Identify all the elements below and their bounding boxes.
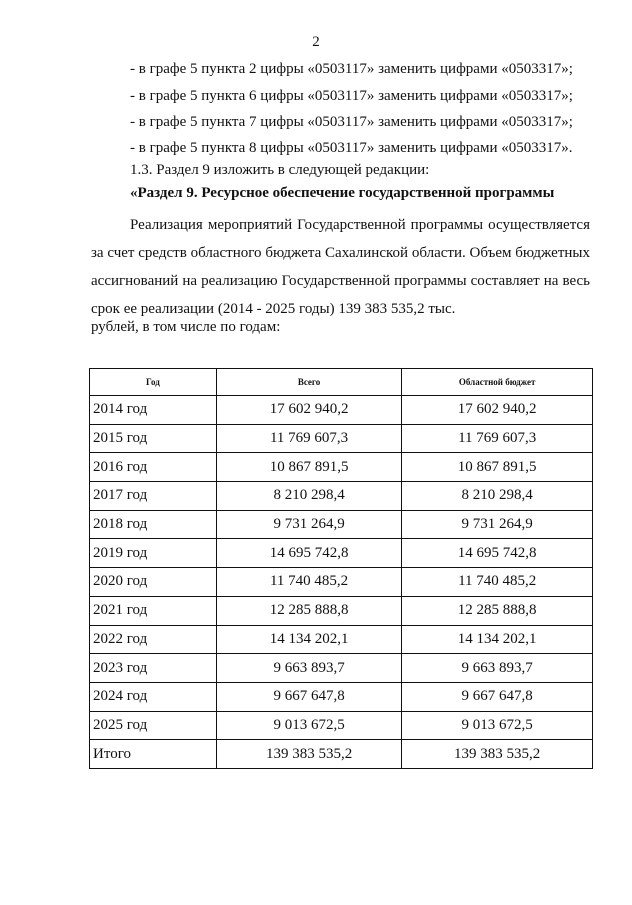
cell-year: 2015 год xyxy=(90,424,217,453)
section-heading: «Раздел 9. Ресурсное обеспечение государственной программы xyxy=(130,185,555,201)
table-row xyxy=(90,711,593,740)
cell-regional: 9 663 893,7 xyxy=(402,654,593,683)
table-row xyxy=(90,424,593,453)
amendment-line: - в графе 5 пункта 6 цифры «0503117» заменить цифрами «0503317»; xyxy=(130,88,573,104)
cell-regional: 12 285 888,8 xyxy=(402,596,593,625)
amendment-line: - в графе 5 пункта 2 цифры «0503117» заменить цифрами «0503317»; xyxy=(130,61,573,77)
table-row xyxy=(90,453,593,482)
table-total-row xyxy=(90,740,593,769)
cell-year: 2014 год xyxy=(90,396,217,425)
cell-year: 2020 год xyxy=(90,568,217,597)
table-row xyxy=(90,396,593,425)
amendment-line: - в графе 5 пункта 7 цифры «0503117» заменить цифрами «0503317»; xyxy=(130,114,573,130)
cell-total: 8 210 298,4 xyxy=(216,482,402,511)
table-row xyxy=(90,539,593,568)
table-row xyxy=(90,596,593,625)
amendment-line: - в графе 5 пункта 8 цифры «0503117» заменить цифрами «0503317». xyxy=(130,140,573,156)
cell-regional: 10 867 891,5 xyxy=(402,453,593,482)
cell-total: 14 695 742,8 xyxy=(216,539,402,568)
cell-total: 11 769 607,3 xyxy=(216,424,402,453)
cell-regional: 9 013 672,5 xyxy=(402,711,593,740)
cell-year: Итого xyxy=(90,740,217,769)
header-total: Всего xyxy=(216,369,402,396)
cell-year: 2017 год xyxy=(90,482,217,511)
section-intro: 1.3. Раздел 9 изложить в следующей редакции: xyxy=(130,162,430,178)
header-regional-budget: Областной бюджет xyxy=(402,369,593,396)
cell-total: 9 663 893,7 xyxy=(216,654,402,683)
body-paragraph-text: Реализация мероприятий Государственной программы осуществляется за счет средств областного бюджета Сахалинской области. Объем бюджетных ассигнований на реализацию Государственной программы составляет на весь срок ее реализации (2014 - 2025 годы) 139 383 535,2 тыс. xyxy=(91,217,590,317)
cell-total: 9 731 264,9 xyxy=(216,510,402,539)
cell-year: 2021 год xyxy=(90,596,217,625)
cell-year: 2019 год xyxy=(90,539,217,568)
cell-total: 12 285 888,8 xyxy=(216,596,402,625)
body-paragraph xyxy=(91,211,590,323)
table-row xyxy=(90,654,593,683)
cell-total: 9 667 647,8 xyxy=(216,682,402,711)
cell-total: 14 134 202,1 xyxy=(216,625,402,654)
cell-regional: 9 667 647,8 xyxy=(402,682,593,711)
cell-regional: 14 695 742,8 xyxy=(402,539,593,568)
table-row xyxy=(90,682,593,711)
cell-year: 2022 год xyxy=(90,625,217,654)
cell-regional: 11 769 607,3 xyxy=(402,424,593,453)
cell-total: 17 602 940,2 xyxy=(216,396,402,425)
cell-total: 9 013 672,5 xyxy=(216,711,402,740)
body-paragraph-last-line: рублей, в том числе по годам: xyxy=(91,319,281,335)
cell-year: 2025 год xyxy=(90,711,217,740)
cell-year: 2024 год xyxy=(90,682,217,711)
budget-table xyxy=(89,368,593,769)
cell-total: 11 740 485,2 xyxy=(216,568,402,597)
cell-year: 2018 год xyxy=(90,510,217,539)
table-row xyxy=(90,482,593,511)
cell-regional: 11 740 485,2 xyxy=(402,568,593,597)
cell-total: 139 383 535,2 xyxy=(216,740,402,769)
header-year: Год xyxy=(90,369,217,396)
cell-year: 2016 год xyxy=(90,453,217,482)
cell-year: 2023 год xyxy=(90,654,217,683)
cell-regional: 9 731 264,9 xyxy=(402,510,593,539)
cell-regional: 17 602 940,2 xyxy=(402,396,593,425)
page-number: 2 xyxy=(312,34,320,50)
table-row xyxy=(90,568,593,597)
cell-regional: 139 383 535,2 xyxy=(402,740,593,769)
table-header-row xyxy=(90,369,593,396)
cell-total: 10 867 891,5 xyxy=(216,453,402,482)
cell-regional: 8 210 298,4 xyxy=(402,482,593,511)
table-row xyxy=(90,625,593,654)
cell-regional: 14 134 202,1 xyxy=(402,625,593,654)
table-row xyxy=(90,510,593,539)
